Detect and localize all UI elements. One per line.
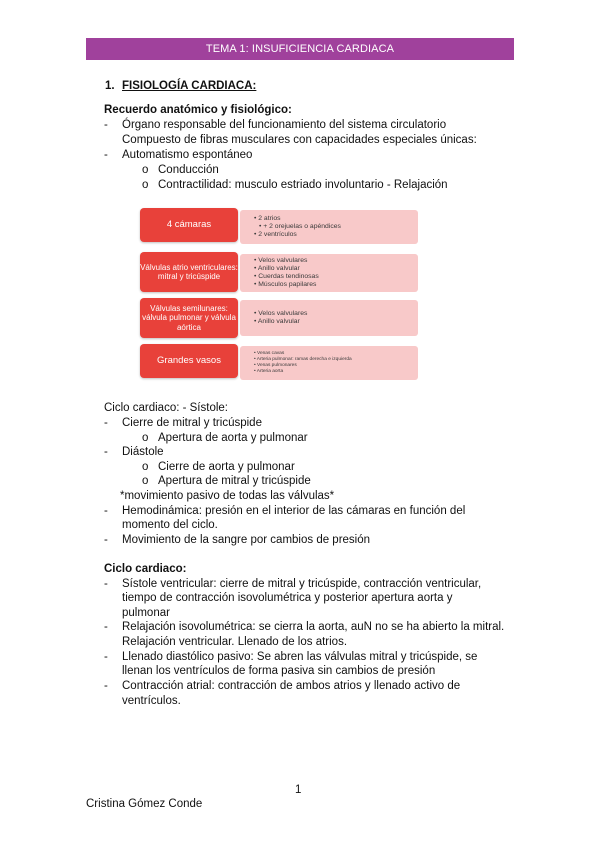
list-item: pulmonar — [122, 607, 170, 619]
footer-author: Cristina Gómez Conde — [86, 798, 203, 810]
diagram-item: • Anillo valvular — [254, 264, 300, 272]
header-title: TEMA 1: INSUFICIENCIA CARDIACA — [205, 43, 395, 55]
circle-bullet: o — [142, 179, 149, 191]
section-number: 1. — [105, 80, 115, 92]
diagram-item: • Venas cavas — [254, 351, 285, 357]
list-item: Automatismo espontáneo — [122, 149, 253, 161]
diagram-item: • + 2 orejuelas o apéndices — [259, 222, 341, 230]
list-item: Diástole — [122, 446, 164, 458]
dash-marker: - — [104, 505, 108, 517]
list-item: Órgano responsable del funcionamiento del sistema circulatorio — [122, 119, 447, 131]
dash-marker: - — [104, 651, 108, 663]
section-title: FISIOLOGÍA CARDIACA: — [122, 80, 257, 92]
list-item: Contracción atrial: contracción de ambos atrios y llenado activo de — [122, 680, 461, 692]
list-item: Relajación ventricular. Llenado de los atrios. — [122, 636, 348, 648]
circle-bullet: o — [142, 164, 149, 176]
list-item: Cierre de aorta y pulmonar — [158, 461, 295, 473]
diagram-item: • 2 ventrículos — [254, 231, 297, 239]
diagram-item: • 2 atrios — [254, 214, 281, 222]
list-item: Cierre de mitral y tricúspide — [122, 417, 262, 429]
dash-marker: - — [104, 578, 108, 590]
note-line: *movimiento pasivo de todas las válvulas* — [120, 490, 335, 502]
diagram-item: • Velos valvulares — [254, 256, 308, 264]
diagram-items — [240, 210, 418, 244]
diagram-item: • Arteria aorta — [254, 368, 284, 374]
list-item: Llenado diastólico pasivo: Se abren las válvulas mitral y tricúspide, se — [122, 651, 478, 663]
circle-bullet: o — [142, 432, 149, 444]
list-item: momento del ciclo. — [122, 519, 218, 531]
list-item: Contractilidad: musculo estriado involuntario - Relajación — [158, 179, 448, 191]
list-item: tiempo de contracción isovolumétrica y posterior apertura aorta y — [122, 592, 453, 604]
diagram-label: Válvulas atrio ventriculares: mitral y tricúspide — [140, 252, 238, 292]
diagram-item: • Arteria pulmonar: ramas derecha e izquierda — [254, 357, 352, 363]
diagram-items — [240, 346, 418, 380]
list-item: Relajación isovolumétrica: se cierra la aorta, auN no se ha abierto la mitral. — [122, 621, 505, 633]
dash-marker: - — [104, 119, 108, 131]
diagram-item: • Cuerdas tendinosas — [254, 273, 319, 280]
diagram-items — [240, 300, 418, 336]
dash-marker: - — [104, 417, 108, 429]
list-item: Movimiento de la sangre por cambios de presión — [122, 534, 371, 546]
circle-bullet: o — [142, 461, 149, 473]
diagram-item: • Músculos papilares — [254, 281, 317, 289]
list-item: Sístole ventricular: cierre de mitral y tricúspide, contracción ventricular, — [122, 578, 482, 590]
diagram-item: • Venas pulmonares — [254, 363, 297, 368]
dash-marker: - — [104, 149, 108, 161]
dash-marker: - — [104, 621, 108, 633]
paragraph-line: Ciclo cardiaco: - Sístole: — [104, 402, 228, 414]
section-subtitle: Recuerdo anatómico y fisiológico: — [104, 104, 292, 116]
subsection-title: Ciclo cardiaco: — [104, 563, 187, 575]
circle-bullet: o — [142, 475, 149, 487]
dash-marker: - — [104, 446, 108, 458]
list-item: ventrículos. — [122, 695, 181, 707]
dash-marker: - — [104, 534, 108, 546]
header-bar — [86, 38, 514, 60]
heart-anatomy-diagram — [140, 204, 420, 382]
list-item: Hemodinámica: presión en el interior de las cámaras en función del — [122, 505, 466, 517]
list-item: llenan los ventrículos de forma pasiva sin cambios de presión — [122, 665, 436, 677]
list-item: Apertura de mitral y tricúspide — [158, 475, 311, 487]
page-number: 1 — [295, 784, 302, 796]
diagram-label: Grandes vasos — [140, 344, 238, 378]
list-item: Apertura de aorta y pulmonar — [158, 432, 308, 444]
diagram-label: Válvulas semilunares: válvula pulmonar y válvula aórtica — [140, 298, 238, 338]
dash-marker: - — [104, 680, 108, 692]
diagram-item: • Velos valvulares — [254, 309, 308, 317]
list-item: Conducción — [158, 164, 219, 176]
diagram-items — [240, 254, 418, 292]
list-item: Compuesto de fibras musculares con capacidades especiales únicas: — [122, 134, 477, 146]
diagram-label: 4 cámaras — [140, 208, 238, 242]
diagram-item: • Anillo valvular — [254, 318, 300, 325]
